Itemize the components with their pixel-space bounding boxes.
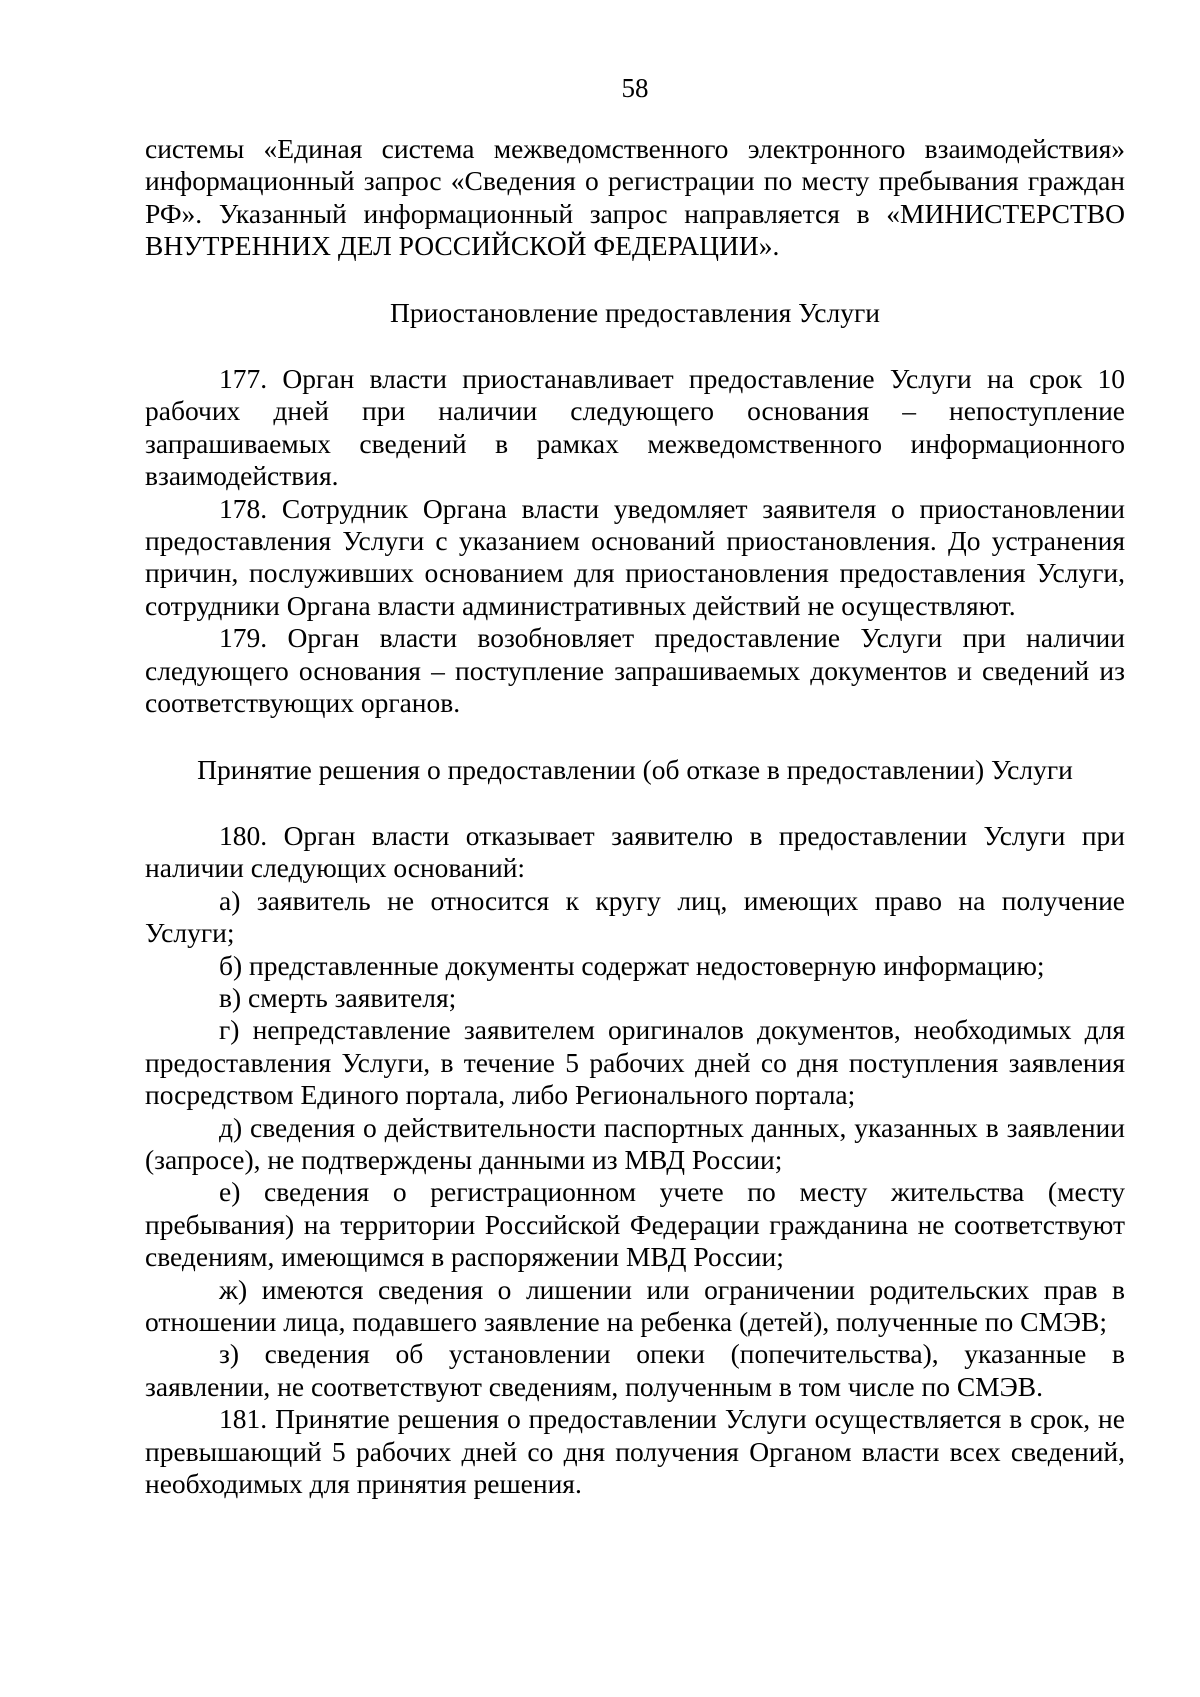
list-item-z: з) сведения об установлении опеки (попечительства), указанные в заявлении, не соответствуют сведениям, полученным в том числе по СМЭВ. bbox=[145, 1338, 1125, 1402]
paragraph-177: 177. Орган власти приостанавливает предоставление Услуги на срок 10 рабочих дней при наличии следующего основания – непоступление запрашиваемых сведений в рамках межведомственного информационного взаимодействия. bbox=[145, 363, 1125, 492]
list-item-d: д) сведения о действительности паспортных данных, указанных в заявлении (запросе), не подтверждены данными из МВД России; bbox=[145, 1111, 1125, 1175]
paragraph-179: 179. Орган власти возобновляет предоставление Услуги при наличии следующего основания – поступление запрашиваемых документов и сведений из соответствующих органов. bbox=[145, 622, 1125, 719]
paragraph-180: 180. Орган власти отказывает заявителю в предоставлении Услуги при наличии следующих оснований: bbox=[145, 819, 1125, 884]
list-item-v: в) смерть заявителя; bbox=[219, 981, 457, 1013]
list-item-a: а) заявитель не относится к кругу лиц, имеющих право на получение Услуги; bbox=[145, 884, 1125, 949]
section-heading-suspension: Приостановление предоставления Услуги bbox=[390, 296, 880, 328]
list-item-g: г) непредставление заявителем оригиналов документов, необходимых для предоставления Услуги, в течение 5 рабочих дней со дня поступления заявления посредством Единого портала, либо Регионального портала; bbox=[145, 1014, 1125, 1111]
section-decision-body bbox=[145, 820, 1125, 1501]
list-item-zh: ж) имеются сведения о лишении или ограничении родительских прав в отношении лица, подавшего заявление на ребенка (детей), полученные по СМЭВ; bbox=[145, 1273, 1125, 1337]
page-number: 58 bbox=[621, 73, 649, 103]
section-suspension-body bbox=[145, 363, 1125, 719]
section-heading-decision: Принятие решения о предоставлении (об отказе в предоставлении) Услуги bbox=[197, 753, 1073, 785]
paragraph-178: 178. Сотрудник Органа власти уведомляет заявителя о приостановлении предоставления Услуги с указанием оснований приостановления. До устранения причин, послуживших основанием для приостановления предоставления Услуги, сотрудники Органа власти административных действий не осуществляют. bbox=[145, 492, 1125, 621]
list-item-b: б) представленные документы содержат недостоверную информацию; bbox=[219, 949, 1045, 981]
paragraph-181: 181. Принятие решения о предоставлении Услуги осуществляется в срок, не превышающий 5 рабочих дней со дня получения Органом власти всех сведений, необходимых для принятия решения. bbox=[145, 1403, 1125, 1500]
list-item-e: е) сведения о регистрационном учете по месту жительства (месту пребывания) на территории Российской Федерации гражданина не соответствуют сведениям, имеющимся в распоряжении МВД России; bbox=[145, 1176, 1125, 1273]
intro-paragraph: системы «Единая система межведомственного электронного взаимодействия» информационный запрос «Сведения о регистрации по месту пребывания граждан РФ». Указанный информационный запрос направляется в «МИНИСТЕРСТВО ВНУТРЕННИХ ДЕЛ РОССИЙСКОЙ ФЕДЕРАЦИИ». bbox=[145, 133, 1125, 262]
document-body bbox=[145, 133, 1125, 1500]
